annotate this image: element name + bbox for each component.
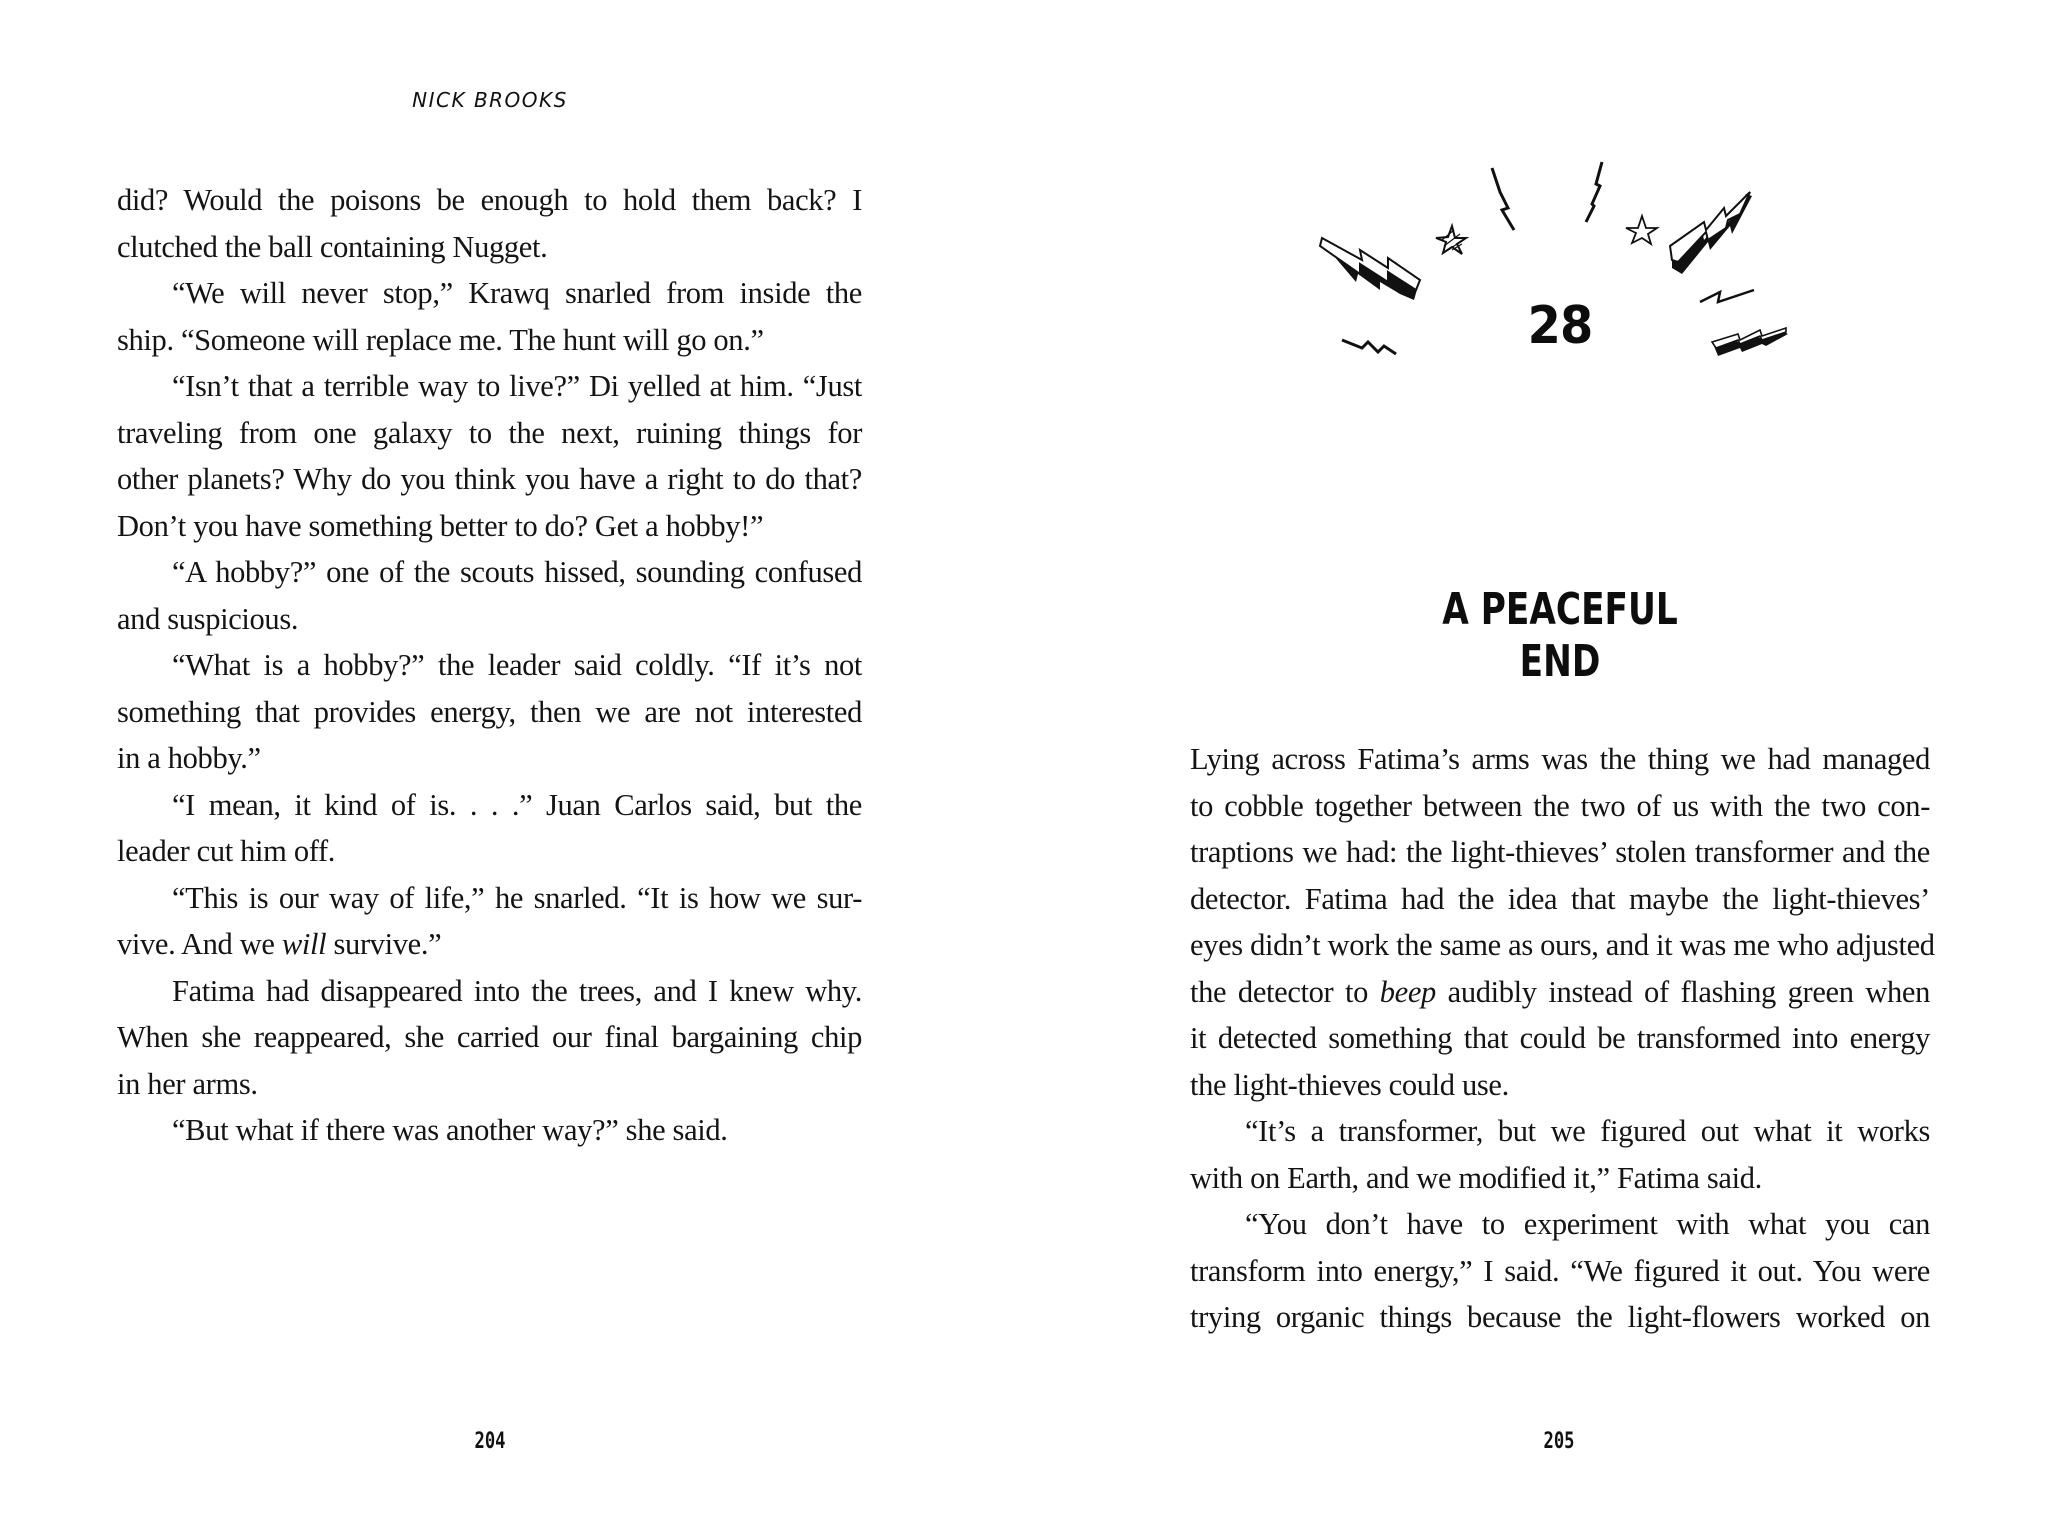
chapter-title: A PEACEFUL END <box>1442 584 1678 687</box>
text-line: trying organic things because the light-flowers worked on <box>1190 1300 1930 1334</box>
text-line: other planets? Why do you think you have a right to do that? <box>117 462 862 496</box>
text-line: the light-thieves could use. <box>1190 1067 1509 1102</box>
lightning-bolt-icon <box>1670 192 1752 274</box>
star-icon <box>1436 226 1466 254</box>
text-line: Don’t you have something better to do? Get a hobby!” <box>117 508 764 543</box>
lightning-bolt-icon <box>1586 162 1602 222</box>
text-line: detector. Fatima had the idea that maybe the light-thieves’ <box>1190 881 1930 916</box>
text-line: “A hobby?” one of the scouts hissed, sounding confused <box>172 555 862 589</box>
text-line: “Isn’t that a terrible way to live?” Di yelled at him. “Just <box>172 369 862 403</box>
text-line: did? Would the poisons be enough to hold them back? I <box>117 183 862 217</box>
text-line <box>1190 969 1930 1016</box>
text-span: the detector to <box>1190 974 1380 1009</box>
text-span: audibly instead of flashing green when <box>1435 974 1930 1009</box>
text-line <box>117 921 862 968</box>
lightning-bolt-icon <box>1492 168 1514 230</box>
lightning-bolt-icon <box>1320 238 1420 300</box>
text-line: it detected something that could be transformed into energy <box>1190 1021 1930 1055</box>
body-text <box>1190 736 1935 1341</box>
text-line: traptions we had: the light-thieves’ stolen transformer and the <box>1190 835 1930 869</box>
text-span: vive. And we <box>117 927 282 961</box>
text-line: eyes didn’t work the same as ours, and it was me who adjusted <box>1190 928 1935 962</box>
star-icon <box>1626 216 1657 244</box>
running-head-author: NICK BROOKS <box>412 88 568 112</box>
text-line: and suspicious. <box>117 601 299 636</box>
lightning-bolt-icon <box>1700 290 1754 302</box>
text-line: leader cut him off. <box>117 834 336 868</box>
text-line: to cobble together between the two of us with the two con- <box>1190 788 1930 823</box>
text-line: “We will never stop,” Krawq snarled from inside the <box>172 276 862 310</box>
text-line: “I mean, it kind of is. . . .” Juan Carlos said, but the <box>172 787 862 822</box>
emphasis: beep <box>1379 974 1436 1009</box>
text-line: with on Earth, and we modified it,” Fatima said. <box>1190 1160 1762 1195</box>
body-text <box>117 177 862 1154</box>
chapter-number: 28 <box>1527 296 1593 356</box>
text-line: “It’s a transformer, but we figured out what it works <box>1245 1114 1930 1148</box>
lightning-bolt-icon <box>1342 340 1396 354</box>
text-line: in a hobby.” <box>117 741 261 775</box>
text-line: something that provides energy, then we are not interested <box>117 694 862 729</box>
right-page <box>1024 0 2048 1536</box>
text-line: “What is a hobby?” the leader said coldly. “If it’s not <box>172 648 862 682</box>
lightning-bolt-icon <box>1712 328 1788 356</box>
text-line: in her arms. <box>117 1066 258 1101</box>
text-line: Fatima had disappeared into the trees, and I knew why. <box>172 973 862 1008</box>
text-line: clutched the ball containing Nugget. <box>117 229 548 264</box>
text-line: “You don’t have to experiment with what you can <box>1245 1207 1930 1241</box>
text-line: “But what if there was another way?” she said. <box>172 1113 728 1147</box>
page-number: 205 <box>1543 1429 1575 1454</box>
page-number: 204 <box>474 1429 506 1454</box>
emphasis: will <box>281 927 327 961</box>
text-line: traveling from one galaxy to the next, ruining things for <box>117 415 862 450</box>
text-line: “This is our way of life,” he snarled. “It is how we sur- <box>172 880 862 915</box>
text-line: Lying across Fatima’s arms was the thing we had managed <box>1190 742 1930 776</box>
text-line: ship. “Someone will replace me. The hunt will go on.” <box>117 322 764 357</box>
text-line: transform into energy,” I said. “We figured it out. You were <box>1190 1253 1930 1288</box>
text-span: survive.” <box>326 927 442 961</box>
text-line: When she reappeared, she carried our final bargaining chip <box>117 1020 862 1054</box>
